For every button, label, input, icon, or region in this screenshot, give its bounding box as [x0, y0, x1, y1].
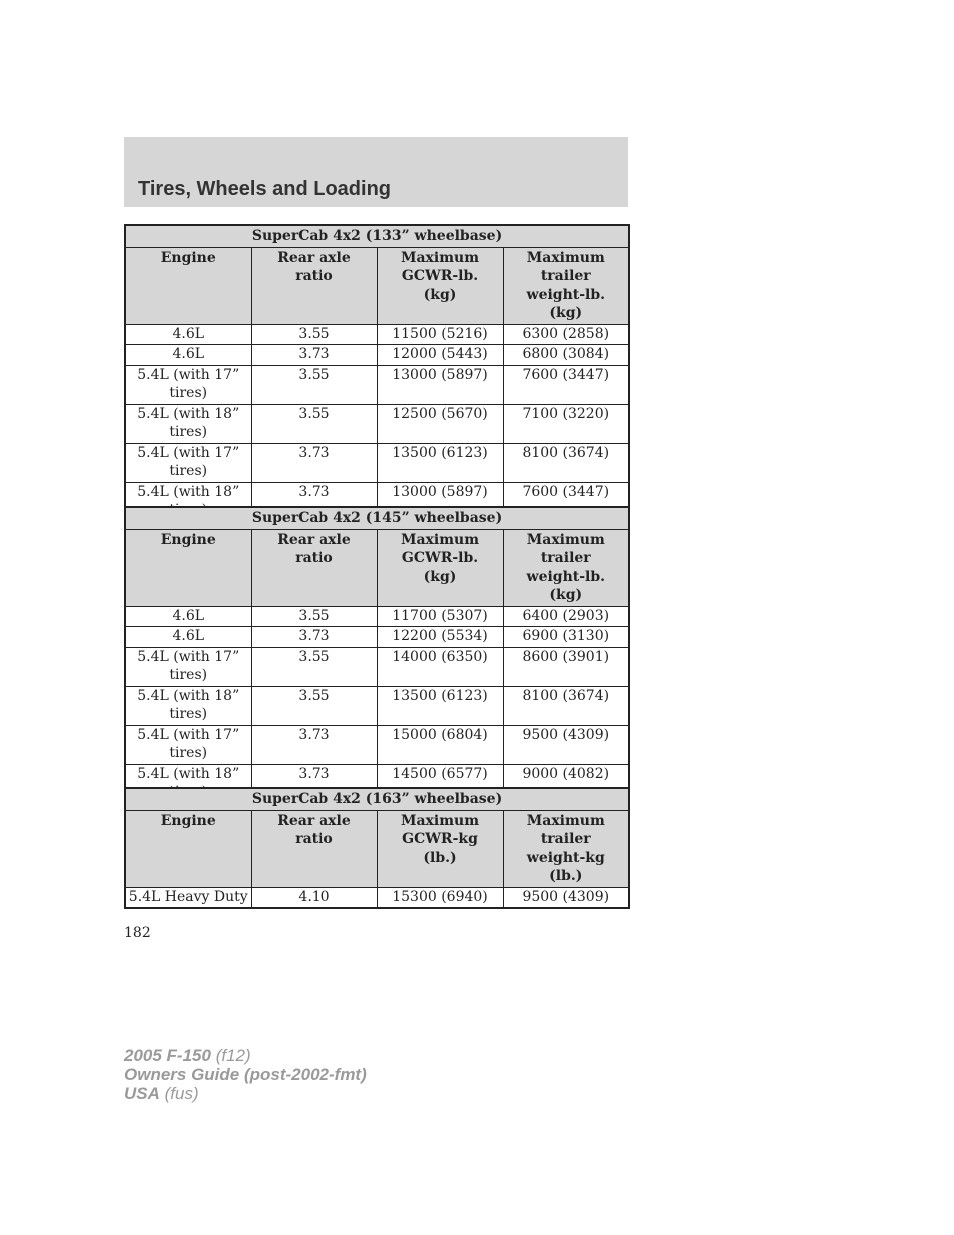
engine-cell: 5.4L (with 17” tires): [125, 365, 251, 404]
axle-ratio-cell: 3.73: [251, 627, 377, 648]
engine-cell: 4.6L: [125, 324, 251, 345]
table-row: [125, 627, 629, 648]
column-header-axle-ratio: Rear axle ratio: [251, 529, 377, 606]
axle-ratio-cell: 3.73: [251, 764, 377, 804]
gcwr-cell: 12000 (5443): [377, 345, 503, 366]
trailer-weight-cell: 6800 (3084): [503, 345, 629, 366]
footer-model: 2005 F-150: [124, 1046, 211, 1065]
gcwr-cell: 14500 (6577): [377, 764, 503, 804]
trailer-weight-cell: 8600 (3901): [503, 647, 629, 686]
table-row: [125, 324, 629, 345]
trailer-weight-cell: 7600 (3447): [503, 365, 629, 404]
engine-cell: 5.4L (with 18”: [125, 764, 251, 804]
gcwr-cell: 13500 (6123): [377, 443, 503, 482]
axle-ratio-cell: 3.55: [251, 324, 377, 345]
engine-cell: 4.6L: [125, 606, 251, 627]
axle-ratio-cell: 3.55: [251, 686, 377, 725]
axle-ratio-cell: 3.55: [251, 404, 377, 443]
gcwr-cell: 15000 (6804): [377, 725, 503, 764]
engine-cell: 4.6L: [125, 345, 251, 366]
column-header-gcwr: Maximum GCWR-lb. (kg): [377, 529, 503, 606]
axle-ratio-cell: 3.73: [251, 482, 377, 522]
axle-ratio-cell: 3.73: [251, 725, 377, 764]
footer-line-guide: [124, 1065, 367, 1084]
axle-ratio-cell: 3.73: [251, 443, 377, 482]
towing-table-163: [124, 787, 630, 909]
gcwr-cell: 14000 (6350): [377, 647, 503, 686]
table-title: SuperCab 4x2 (163” wheelbase): [125, 788, 629, 810]
gcwr-cell: 15300 (6940): [377, 887, 503, 908]
engine-cell: 5.4L Heavy Duty: [125, 887, 251, 908]
column-header-gcwr: Maximum GCWR-kg (lb.): [377, 810, 503, 887]
table-row: [125, 686, 629, 725]
footer-line-market: [124, 1084, 367, 1103]
footer-market-code: (fus): [164, 1084, 199, 1103]
table-row: [125, 365, 629, 404]
column-header-trailer-weight: Maximum trailer weight-lb. (kg): [503, 529, 629, 606]
trailer-weight-cell: 9500 (4309): [503, 887, 629, 908]
engine-cell: 5.4L (with 18” tires): [125, 686, 251, 725]
engine-cell: 5.4L (with 18”: [125, 482, 251, 522]
trailer-weight-cell: 8100 (3674): [503, 686, 629, 725]
table-row: [125, 887, 629, 908]
column-header-engine: Engine: [125, 810, 251, 887]
trailer-weight-cell: 6900 (3130): [503, 627, 629, 648]
engine-cell: 5.4L (with 17” tires): [125, 443, 251, 482]
gcwr-cell: 11500 (5216): [377, 324, 503, 345]
gcwr-cell: 13500 (6123): [377, 686, 503, 725]
table-title: SuperCab 4x2 (133” wheelbase): [125, 225, 629, 247]
gcwr-cell: 13000 (5897): [377, 365, 503, 404]
engine-cell: 5.4L (with 18” tires): [125, 404, 251, 443]
table-row: [125, 443, 629, 482]
trailer-weight-cell: 8100 (3674): [503, 443, 629, 482]
table-row: [125, 345, 629, 366]
engine-cell: 5.4L (with 17” tires): [125, 647, 251, 686]
engine-cell: 5.4L (with 17” tires): [125, 725, 251, 764]
column-header-engine: Engine: [125, 529, 251, 606]
table-title: SuperCab 4x2 (145” wheelbase): [125, 507, 629, 529]
trailer-weight-cell: 7100 (3220): [503, 404, 629, 443]
gcwr-cell: 12200 (5534): [377, 627, 503, 648]
section-title: Tires, Wheels and Loading: [138, 178, 392, 200]
table-row: [125, 647, 629, 686]
gcwr-cell: 13000 (5897): [377, 482, 503, 522]
column-header-trailer-weight: Maximum trailer weight-lb. (kg): [503, 247, 629, 324]
trailer-weight-cell: 9000 (4082): [503, 764, 629, 804]
trailer-weight-cell: 9500 (4309): [503, 725, 629, 764]
engine-cell: 4.6L: [125, 627, 251, 648]
axle-ratio-cell: 3.73: [251, 345, 377, 366]
axle-ratio-cell: 3.55: [251, 606, 377, 627]
axle-ratio-cell: 3.55: [251, 365, 377, 404]
document-footer: [124, 1046, 367, 1103]
page-number: 182: [124, 925, 151, 941]
towing-table-133: [124, 224, 630, 523]
gcwr-cell: 11700 (5307): [377, 606, 503, 627]
column-header-trailer-weight: Maximum trailer weight-kg (lb.): [503, 810, 629, 887]
footer-line-model: [124, 1046, 367, 1065]
table-row: [125, 725, 629, 764]
trailer-weight-cell: 6300 (2858): [503, 324, 629, 345]
trailer-weight-cell: 7600 (3447): [503, 482, 629, 522]
trailer-weight-cell: 6400 (2903): [503, 606, 629, 627]
axle-ratio-cell: 3.55: [251, 647, 377, 686]
column-header-axle-ratio: Rear axle ratio: [251, 247, 377, 324]
table-row: [125, 606, 629, 627]
section-header-band: [124, 137, 628, 207]
gcwr-cell: 12500 (5670): [377, 404, 503, 443]
column-header-gcwr: Maximum GCWR-lb. (kg): [377, 247, 503, 324]
towing-table-145: [124, 506, 630, 805]
footer-guide: Owners Guide (post-2002-fmt): [124, 1065, 367, 1084]
column-header-engine: Engine: [125, 247, 251, 324]
table-row: [125, 404, 629, 443]
footer-model-code: (f12): [215, 1046, 251, 1065]
footer-market: USA: [124, 1084, 160, 1103]
axle-ratio-cell: 4.10: [251, 887, 377, 908]
column-header-axle-ratio: Rear axle ratio: [251, 810, 377, 887]
